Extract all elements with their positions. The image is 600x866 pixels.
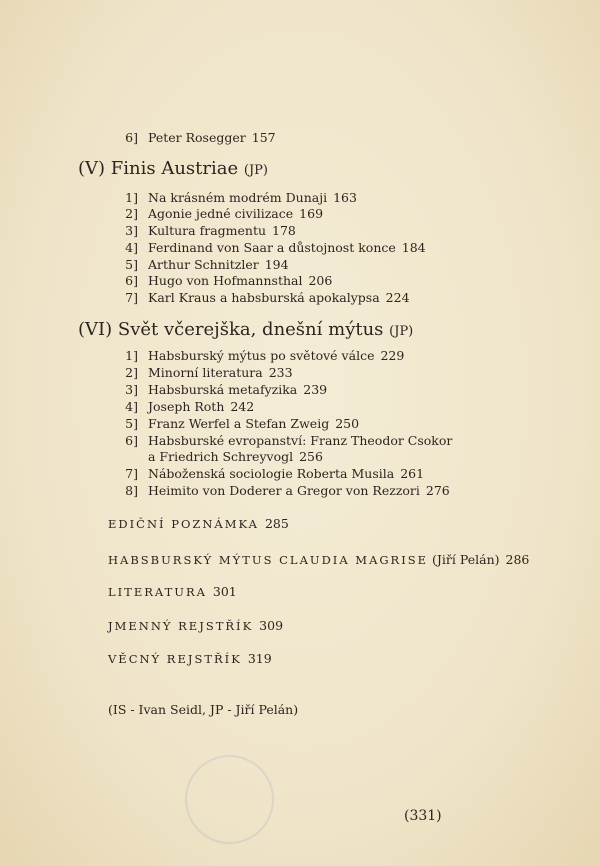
item-page: 157 bbox=[251, 130, 276, 145]
item-title: Franz Werfel a Stefan Zweig bbox=[148, 416, 330, 431]
item-number: 6] bbox=[125, 273, 138, 288]
item-page: 224 bbox=[385, 290, 410, 305]
back-matter-item bbox=[108, 651, 272, 666]
item-title: HABSBURSKÝ MÝTUS CLAUDIA MAGRISE bbox=[108, 553, 429, 567]
item-title: Joseph Roth bbox=[148, 399, 225, 414]
item-title: Minorní literatura bbox=[148, 365, 263, 380]
item-page: 285 bbox=[264, 516, 289, 531]
back-matter-item bbox=[108, 552, 529, 567]
item-title: JMENNÝ REJSTŘÍK bbox=[108, 619, 254, 633]
item-page: 163 bbox=[333, 190, 357, 205]
item-title: Agonie jedné civilizace bbox=[148, 206, 294, 221]
heading-text: (VI) Svět včerejška, dnešní mýtus bbox=[78, 319, 384, 340]
heading-author: (JP) bbox=[243, 163, 268, 178]
item-title: Arthur Schnitzler bbox=[148, 257, 259, 272]
item-page: 178 bbox=[272, 223, 296, 238]
item-title: Karl Kraus a habsburská apokalypsa bbox=[148, 290, 380, 305]
item-title: Habsburská metafyzika bbox=[148, 382, 298, 397]
item-number: 5] bbox=[125, 416, 138, 431]
item-page: 319 bbox=[247, 651, 272, 666]
item-page: 194 bbox=[264, 257, 289, 272]
item-page: 239 bbox=[303, 382, 328, 397]
back-matter-item bbox=[108, 618, 283, 633]
item-number: 2] bbox=[125, 365, 138, 380]
item-page: 184 bbox=[401, 240, 426, 255]
item-title: EDIČNÍ POZNÁMKA bbox=[108, 517, 259, 531]
item-title-cont: a Friedrich Schreyvogl bbox=[148, 449, 294, 464]
item-number: 1] bbox=[125, 348, 138, 363]
item-page: 261 bbox=[400, 466, 425, 481]
item-number: 6] bbox=[125, 433, 138, 448]
item-title: Hugo von Hofmannsthal bbox=[148, 273, 303, 288]
item-page: 169 bbox=[299, 206, 324, 221]
item-number: 3] bbox=[125, 223, 138, 238]
item-page: 256 bbox=[299, 449, 323, 464]
library-stamp bbox=[185, 755, 274, 844]
item-page: 229 bbox=[380, 348, 405, 363]
back-matter-item bbox=[108, 516, 289, 531]
item-title: Kultura fragmentu bbox=[148, 223, 267, 238]
item-title: Na krásném modrém Dunaji bbox=[148, 190, 328, 205]
item-page: 309 bbox=[259, 618, 284, 633]
item-title: LITERATURA bbox=[108, 585, 207, 599]
item-number: 1] bbox=[125, 190, 138, 205]
item-page: 242 bbox=[230, 399, 255, 414]
section-heading-v bbox=[78, 158, 268, 179]
item-title: Habsburský mýtus po světové válce bbox=[148, 348, 375, 363]
item-title: Peter Rosegger bbox=[148, 130, 246, 145]
item-number: 8] bbox=[125, 483, 138, 498]
heading-text: (V) Finis Austriae bbox=[78, 158, 239, 179]
item-page: 286 bbox=[505, 552, 530, 567]
item-number: 7] bbox=[125, 290, 138, 305]
item-number: 6] bbox=[125, 130, 138, 145]
item-page: 206 bbox=[308, 273, 333, 288]
item-title: Heimito von Doderer a Gregor von Rezzori bbox=[148, 483, 420, 498]
item-number: 5] bbox=[125, 257, 138, 272]
item-number: 4] bbox=[125, 240, 138, 255]
item-author: (Jiří Pelán) bbox=[432, 552, 500, 567]
item-number: 2] bbox=[125, 206, 138, 221]
item-title: Ferdinand von Saar a důstojnost konce bbox=[148, 240, 396, 255]
abbreviation-note: (IS - Ivan Seidl, JP - Jiří Pelán) bbox=[108, 702, 299, 717]
item-page: 301 bbox=[212, 584, 237, 599]
item-title: Náboženská sociologie Roberta Musila bbox=[148, 466, 395, 481]
heading-author: (JP) bbox=[389, 324, 414, 339]
section-heading-vi bbox=[78, 319, 413, 340]
back-matter-item bbox=[108, 584, 237, 599]
item-title: VĚCNÝ REJSTŘÍK bbox=[108, 652, 242, 666]
item-page: 233 bbox=[268, 365, 293, 380]
item-title: Habsburské evropanství: Franz Theodor Csokor bbox=[148, 433, 453, 448]
item-number: 7] bbox=[125, 466, 138, 481]
item-number: 4] bbox=[125, 399, 138, 414]
item-number: 3] bbox=[125, 382, 138, 397]
page-number: (331) bbox=[404, 808, 442, 824]
item-page: 250 bbox=[335, 416, 360, 431]
item-page: 276 bbox=[425, 483, 450, 498]
